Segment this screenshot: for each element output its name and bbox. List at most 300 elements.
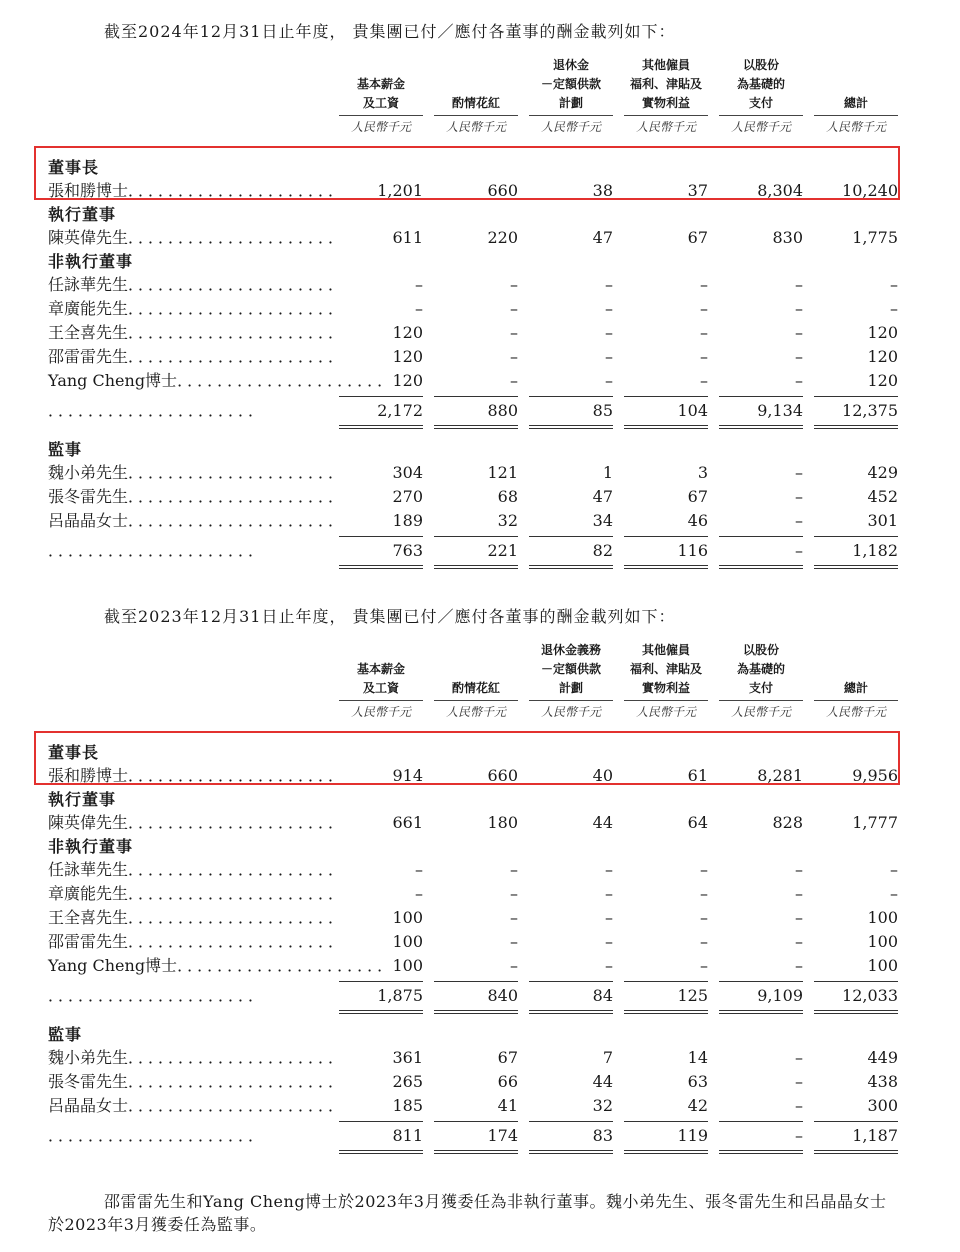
value-cell: 40 [592,766,613,785]
value-cell: – [605,347,613,366]
value-cell: 120 [392,347,423,366]
double-rule [624,428,708,429]
value-cell: – [795,932,803,951]
value-cell: 180 [487,813,518,832]
value-cell: – [795,487,803,506]
value-cell: 220 [487,228,518,247]
value-cell: – [795,275,803,294]
name-text: 王全喜先生 [48,908,129,927]
header-line: 退休金義務 [540,643,601,657]
header-unit: 人民幣千元 [635,705,696,719]
header-unit: 人民幣千元 [635,120,696,134]
value-cell: 84 [592,986,613,1005]
double-rule [719,568,803,569]
value-cell: 14 [687,1048,708,1067]
value-cell: – [795,541,803,560]
value-cell: 270 [392,487,423,506]
value-cell: 12,033 [842,986,898,1005]
value-cell: 82 [592,541,613,560]
leader-dots: ．．．．．．．．．．．．．．．．．．．．． [128,766,347,785]
value-cell: 120 [867,347,898,366]
header-underline [719,115,803,116]
value-cell: 174 [487,1126,518,1145]
value-cell: 85 [592,401,613,420]
value-cell: 449 [867,1048,898,1067]
value-cell: 9,956 [852,766,898,785]
double-rule [719,425,803,426]
leader-dots: ．．．．．．．．．．．．．．．．．．．．． [128,860,347,879]
double-rule [814,565,898,566]
value-cell: 1,187 [852,1126,898,1145]
value-cell: – [700,884,708,903]
value-cell: 125 [677,986,708,1005]
value-cell: 9,134 [757,401,803,420]
header-line: 基本薪金 [356,77,405,91]
double-rule [529,565,613,566]
value-cell: – [605,371,613,390]
value-cell: 32 [497,511,518,530]
header-unit: 人民幣千元 [540,705,601,719]
name-text: 王全喜先生 [48,323,129,342]
table-row [0,345,960,369]
subtotal-rule [624,1121,708,1122]
header-underline [434,115,518,116]
value-cell: – [795,908,803,927]
header-underline [814,700,898,701]
name-text: 任詠華先生 [48,275,129,294]
leader-dots: ．．．．．．．．．．．．．．．．．．．．． [128,932,347,951]
column-header [529,641,613,721]
value-cell: 37 [687,181,708,200]
leader-dots: ．．．．．．．．．．．．．．．．．．．．． [128,181,347,200]
leader-dots: ．．．．．．．．．．．．．．．．．．．．． [128,487,347,506]
subtotal-row [0,984,960,1008]
subtotal-rule [339,396,423,397]
value-cell: – [795,860,803,879]
column-header-title [339,641,423,698]
value-cell: 64 [687,813,708,832]
table-row [0,369,960,393]
header-line: 酌情花紅 [451,681,500,695]
value-cell: – [795,463,803,482]
double-rule [434,1013,518,1014]
value-cell: – [890,860,898,879]
table-row [0,1070,960,1094]
director-name [48,461,347,485]
leader-dots: ．．．．．．．．．．．．．．．．．．．．． [128,908,347,927]
leader-dots: ．．．．．．．．．．．．．．．．．．．．． [48,986,267,1005]
value-cell: – [795,956,803,975]
value-cell: – [795,884,803,903]
table-row [0,273,960,297]
director-name [48,811,347,835]
column-header [624,641,708,721]
subtotal-row [0,399,960,423]
header-line: 支付 [748,96,773,110]
name-text: 張和勝博士 [48,766,129,785]
value-cell: 185 [392,1096,423,1115]
director-name [48,539,316,563]
subtotal-rule [434,1121,518,1122]
value-cell: 7 [602,1048,613,1067]
value-cell: 1,182 [852,541,898,560]
leader-dots: ．．．．．．．．．．．．．．．．．．．．． [128,511,347,530]
name-text: 呂晶晶女士 [48,511,129,530]
value-cell: – [700,323,708,342]
leader-dots: ．．．．．．．．．．．．．．．．．．．．． [177,956,396,975]
value-cell: 438 [867,1072,898,1091]
header-underline [339,700,423,701]
header-underline [719,700,803,701]
value-cell: 660 [487,181,518,200]
leader-dots: ．．．．．．．．．．．．．．．．．．．．． [128,1072,347,1091]
director-name [48,882,347,906]
column-header [339,641,423,721]
table-row [0,226,960,250]
header-unit: 人民幣千元 [350,705,411,719]
value-cell: 880 [487,401,518,420]
value-cell: – [795,347,803,366]
table-intro: 截至2024年12月31日止年度， 貴集團已付／應付各董事的酬金載列如下： [104,22,676,41]
value-cell: – [700,956,708,975]
value-cell: 41 [497,1096,518,1115]
director-name [48,984,316,1008]
value-cell: – [795,1048,803,1067]
value-cell: – [510,299,518,318]
value-cell: – [605,956,613,975]
highlight-box [34,146,900,200]
double-rule [529,1010,613,1011]
leader-dots: ．．．．．．．．．．．．．．．．．．．．． [177,371,396,390]
value-cell: 67 [687,487,708,506]
double-rule [814,1010,898,1011]
name-text: 陳英偉先生 [48,228,129,247]
table-row [0,485,960,509]
name-text: 張冬雷先生 [48,1072,129,1091]
header-unit: 人民幣千元 [540,120,601,134]
header-unit: 人民幣千元 [445,705,506,719]
value-cell: – [795,371,803,390]
director-name [48,858,347,882]
leader-dots: ．．．．．．．．．．．．．．．．．．．．． [128,884,347,903]
header-underline [814,115,898,116]
value-cell: – [795,1072,803,1091]
value-cell: – [890,275,898,294]
value-cell: 68 [497,487,518,506]
value-cell: 1,777 [852,813,898,832]
value-cell: 38 [592,181,613,200]
leader-dots: ．．．．．．．．．．．．．．．．．．．．． [128,228,347,247]
name-text: 邵雷雷先生 [48,932,129,951]
director-name [48,1124,316,1148]
value-cell: 429 [867,463,898,482]
value-cell: 47 [592,487,613,506]
name-text: 張和勝博士 [48,181,129,200]
double-rule [719,1150,803,1151]
value-cell: 3 [697,463,708,482]
name-text: 陳英偉先生 [48,813,129,832]
value-cell: 830 [772,228,803,247]
name-text: 魏小弟先生 [48,463,129,482]
value-cell: 44 [592,1072,613,1091]
header-line: 計劃 [558,96,583,110]
name-text: 章廣能先生 [48,884,129,903]
leader-dots: ．．．．．．．．．．．．．．．．．．．．． [128,299,347,318]
value-cell: 914 [392,766,423,785]
table-row [0,297,960,321]
table-row [0,954,960,978]
double-rule [814,1013,898,1014]
value-cell: – [510,371,518,390]
double-rule [719,1013,803,1014]
value-cell: – [700,860,708,879]
subtotal-rule [624,396,708,397]
header-unit: 人民幣千元 [825,120,886,134]
header-line: 實物利益 [641,96,690,110]
director-name [48,1046,347,1070]
header-unit: 人民幣千元 [825,705,886,719]
value-cell: 100 [867,932,898,951]
value-cell: 1,201 [377,181,423,200]
name-text: 邵雷雷先生 [48,347,129,366]
value-cell: – [700,347,708,366]
leader-dots: ．．．．．．．．．．．．．．．．．．．．． [128,1096,347,1115]
value-cell: – [890,884,898,903]
header-unit: 人民幣千元 [350,120,411,134]
value-cell: 9,109 [757,986,803,1005]
table-row [0,461,960,485]
value-cell: 42 [687,1096,708,1115]
value-cell: 1,875 [377,986,423,1005]
value-cell: 46 [687,511,708,530]
double-rule [434,425,518,426]
value-cell: – [510,275,518,294]
column-header [434,641,518,721]
value-cell: 67 [687,228,708,247]
table-row [0,811,960,835]
double-rule [624,1150,708,1151]
director-name [48,321,347,345]
column-header [529,56,613,136]
header-unit: 人民幣千元 [445,120,506,134]
column-header-title [624,56,708,113]
table-row [0,882,960,906]
name-text: 張冬雷先生 [48,487,129,506]
column-header [719,641,803,721]
header-line: 其他僱員 [641,643,690,657]
value-cell: 44 [592,813,613,832]
header-underline [434,700,518,701]
value-cell: – [510,860,518,879]
subtotal-rule [339,1121,423,1122]
value-cell: 116 [677,541,708,560]
subtotal-rule [719,396,803,397]
table-row [0,1094,960,1118]
column-header [339,56,423,136]
value-cell: – [415,884,423,903]
table-row [0,321,960,345]
leader-dots: ．．．．．．．．．．．．．．．．．．．．． [48,1126,267,1145]
double-rule [624,1010,708,1011]
name-text: Yang Cheng博士 [48,956,178,975]
table-row [0,509,960,533]
header-line: 其他僱員 [641,58,690,72]
subtotal-rule [339,981,423,982]
column-header [814,641,898,721]
table-row [0,858,960,882]
header-line: 實物利益 [641,681,690,695]
header-line: －定額供款 [540,662,601,676]
table-intro: 截至2023年12月31日止年度， 貴集團已付／應付各董事的酬金載列如下： [104,607,676,626]
value-cell: 304 [392,463,423,482]
header-line: 基本薪金 [356,662,405,676]
subtotal-rule [624,981,708,982]
value-cell: 265 [392,1072,423,1091]
leader-dots: ．．．．．．．．．．．．．．．．．．．．． [128,275,347,294]
table-row [0,906,960,930]
value-cell: – [700,371,708,390]
value-cell: 120 [392,323,423,342]
value-cell: – [700,299,708,318]
subtotal-rule [434,981,518,982]
column-header-title [814,56,898,113]
value-cell: 47 [592,228,613,247]
value-cell: 120 [867,371,898,390]
highlight-box [34,731,900,785]
double-rule [529,1150,613,1151]
value-cell: 8,281 [757,766,803,785]
director-name [48,273,347,297]
value-cell: – [510,323,518,342]
subtotal-rule [814,396,898,397]
name-text: Yang Cheng博士 [48,371,178,390]
value-cell: – [510,908,518,927]
leader-dots: ．．．．．．．．．．．．．．．．．．．．． [128,347,347,366]
header-line: 酌情花紅 [451,96,500,110]
value-cell: 119 [677,1126,708,1145]
name-text: 任詠華先生 [48,860,129,879]
column-header-title [529,641,613,698]
double-rule [529,428,613,429]
value-cell: 63 [687,1072,708,1091]
value-cell: – [795,1126,803,1145]
director-name [48,369,396,393]
value-cell: 34 [592,511,613,530]
subtotal-rule [814,536,898,537]
double-rule [339,565,423,566]
double-rule [529,425,613,426]
total-row [0,1124,960,1148]
value-cell: – [415,275,423,294]
value-cell: 61 [687,766,708,785]
director-name [48,485,347,509]
value-cell: 120 [392,371,423,390]
double-rule [719,1153,803,1154]
subtotal-rule [339,536,423,537]
table-row [0,930,960,954]
value-cell: 67 [497,1048,518,1067]
value-cell: 828 [772,813,803,832]
value-cell: 361 [392,1048,423,1067]
name-text: 章廣能先生 [48,299,129,318]
value-cell: 121 [487,463,518,482]
value-cell: – [605,275,613,294]
value-cell: – [605,932,613,951]
value-cell: 811 [392,1126,423,1145]
value-cell: – [415,860,423,879]
group-heading: 監事 [48,1025,83,1044]
double-rule [434,568,518,569]
header-line: 以股份 [742,58,779,72]
value-cell: 301 [867,511,898,530]
value-cell: – [700,908,708,927]
column-header-title [529,56,613,113]
leader-dots: ．．．．．．．．．．．．．．．．．．．．． [128,463,347,482]
double-rule [624,425,708,426]
subtotal-rule [719,536,803,537]
director-name [48,1070,347,1094]
header-line: 計劃 [558,681,583,695]
subtotal-rule [814,1121,898,1122]
value-cell: 100 [867,908,898,927]
value-cell: 763 [392,541,423,560]
subtotal-rule [719,1121,803,1122]
double-rule [434,1150,518,1151]
double-rule [529,1153,613,1154]
value-cell: 100 [392,932,423,951]
double-rule [719,1010,803,1011]
header-line: 福利、津貼及 [629,662,702,676]
double-rule [339,568,423,569]
subtotal-rule [814,981,898,982]
header-underline [624,700,708,701]
group-heading: 董事長 [48,743,100,762]
value-cell: – [605,884,613,903]
header-line: 及工資 [362,681,399,695]
double-rule [339,428,423,429]
double-rule [434,1010,518,1011]
group-heading: 非執行董事 [48,837,134,856]
director-name [48,399,316,423]
footnote: 邵雷雷先生和Yang Cheng博士於2023年3月獲委任為非執行董事。魏小弟先生、張冬雷先生和呂晶晶女士於2023年3月獲委任為監事。 [48,1192,887,1234]
leader-dots: ．．．．．．．．．．．．．．．．．．．．． [48,401,267,420]
value-cell: – [415,299,423,318]
value-cell: – [510,932,518,951]
column-header-title [719,641,803,698]
double-rule [529,568,613,569]
value-cell: 660 [487,766,518,785]
double-rule [624,565,708,566]
value-cell: 452 [867,487,898,506]
header-line: 以股份 [742,643,779,657]
value-cell: – [890,299,898,318]
value-cell: 8,304 [757,181,803,200]
value-cell: 83 [592,1126,613,1145]
director-name [48,297,347,321]
double-rule [434,1153,518,1154]
value-cell: – [795,1096,803,1115]
header-line: 及工資 [362,96,399,110]
value-cell: – [510,956,518,975]
director-name [48,345,347,369]
value-cell: 100 [392,956,423,975]
value-cell: 104 [677,401,708,420]
header-line: －定額供款 [540,77,601,91]
subtotal-rule [624,536,708,537]
value-cell: – [795,299,803,318]
column-header [814,56,898,136]
column-header-title [719,56,803,113]
